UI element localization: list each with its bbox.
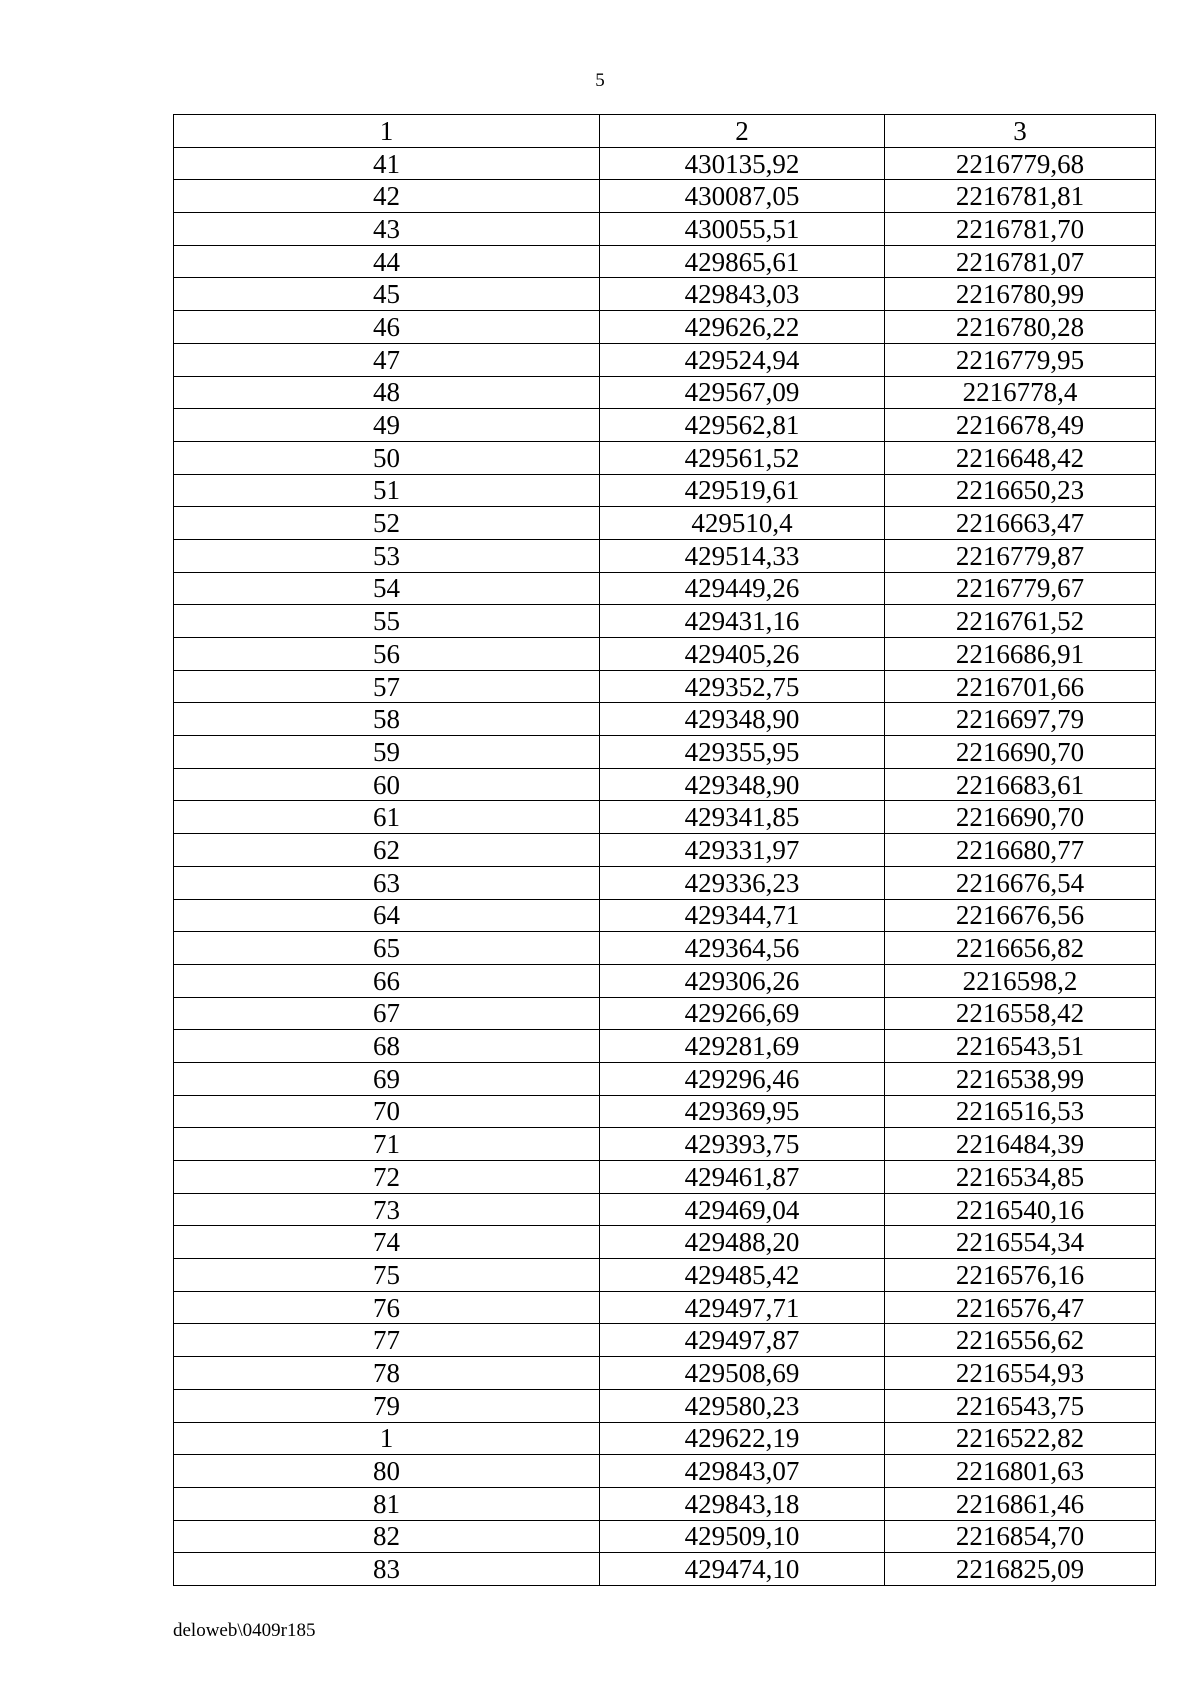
coordinate-x-cell: 429843,18 [600, 1487, 885, 1520]
point-number-cell: 57 [174, 670, 600, 703]
coordinate-x-cell: 429508,69 [600, 1357, 885, 1390]
coordinate-x-cell: 429524,94 [600, 343, 885, 376]
coordinate-x-cell: 429348,90 [600, 703, 885, 736]
point-number-cell: 62 [174, 834, 600, 867]
point-number-cell: 1 [174, 1422, 600, 1455]
point-number-cell: 71 [174, 1128, 600, 1161]
coordinate-x-cell: 429336,23 [600, 866, 885, 899]
coordinate-x-cell: 429561,52 [600, 441, 885, 474]
coordinate-x-cell: 429509,10 [600, 1520, 885, 1553]
coordinate-y-cell: 2216779,87 [885, 539, 1156, 572]
table-row [174, 1291, 1156, 1324]
coordinate-y-cell: 2216650,23 [885, 474, 1156, 507]
table-row [174, 572, 1156, 605]
coordinate-x-cell: 429405,26 [600, 638, 885, 671]
coordinate-x-cell: 429331,97 [600, 834, 885, 867]
table-row [174, 1455, 1156, 1488]
coordinate-y-cell: 2216554,93 [885, 1357, 1156, 1390]
coordinate-y-cell: 2216683,61 [885, 768, 1156, 801]
table-row [174, 932, 1156, 965]
coordinate-x-cell: 429843,03 [600, 278, 885, 311]
coordinate-y-cell: 2216522,82 [885, 1422, 1156, 1455]
table-row [174, 703, 1156, 736]
table-row [174, 866, 1156, 899]
column-header-2: 2 [600, 115, 885, 148]
coordinate-x-cell: 429510,4 [600, 507, 885, 540]
table-header-row [174, 115, 1156, 148]
coordinate-x-cell: 429626,22 [600, 311, 885, 344]
coordinate-y-cell: 2216540,16 [885, 1193, 1156, 1226]
point-number-cell: 51 [174, 474, 600, 507]
table-row [174, 834, 1156, 867]
coordinate-y-cell: 2216598,2 [885, 964, 1156, 997]
table-row [174, 1357, 1156, 1390]
table-row [174, 768, 1156, 801]
coordinate-y-cell: 2216534,85 [885, 1161, 1156, 1194]
point-number-cell: 64 [174, 899, 600, 932]
table-row [174, 670, 1156, 703]
coordinate-y-cell: 2216558,42 [885, 997, 1156, 1030]
table-row [174, 539, 1156, 572]
coordinate-x-cell: 430055,51 [600, 213, 885, 246]
table-row [174, 1422, 1156, 1455]
coordinate-x-cell: 429485,42 [600, 1259, 885, 1292]
table-row [174, 899, 1156, 932]
coordinate-x-cell: 429369,95 [600, 1095, 885, 1128]
coordinate-x-cell: 429296,46 [600, 1062, 885, 1095]
point-number-cell: 41 [174, 147, 600, 180]
coordinate-y-cell: 2216697,79 [885, 703, 1156, 736]
point-number-cell: 79 [174, 1389, 600, 1422]
point-number-cell: 58 [174, 703, 600, 736]
point-number-cell: 53 [174, 539, 600, 572]
point-number-cell: 68 [174, 1030, 600, 1063]
coordinate-x-cell: 429514,33 [600, 539, 885, 572]
coordinate-y-cell: 2216678,49 [885, 409, 1156, 442]
coordinate-y-cell: 2216676,54 [885, 866, 1156, 899]
table-row [174, 376, 1156, 409]
coordinate-y-cell: 2216761,52 [885, 605, 1156, 638]
table-row [174, 1193, 1156, 1226]
page-number: 5 [595, 70, 605, 91]
table-row [174, 1389, 1156, 1422]
point-number-cell: 67 [174, 997, 600, 1030]
point-number-cell: 80 [174, 1455, 600, 1488]
coordinate-y-cell: 2216779,68 [885, 147, 1156, 180]
point-number-cell: 81 [174, 1487, 600, 1520]
coordinate-x-cell: 429393,75 [600, 1128, 885, 1161]
point-number-cell: 45 [174, 278, 600, 311]
coordinate-y-cell: 2216781,81 [885, 180, 1156, 213]
coordinate-x-cell: 429497,87 [600, 1324, 885, 1357]
table-row [174, 736, 1156, 769]
coordinate-x-cell: 429461,87 [600, 1161, 885, 1194]
table-row [174, 1226, 1156, 1259]
point-number-cell: 65 [174, 932, 600, 965]
table-row [174, 1095, 1156, 1128]
coordinate-y-cell: 2216861,46 [885, 1487, 1156, 1520]
coordinates-table [173, 114, 1156, 1586]
table-row [174, 278, 1156, 311]
coordinate-x-cell: 429348,90 [600, 768, 885, 801]
coordinate-y-cell: 2216680,77 [885, 834, 1156, 867]
coordinate-x-cell: 429469,04 [600, 1193, 885, 1226]
coordinate-x-cell: 429306,26 [600, 964, 885, 997]
point-number-cell: 44 [174, 245, 600, 278]
point-number-cell: 43 [174, 213, 600, 246]
point-number-cell: 70 [174, 1095, 600, 1128]
coordinate-y-cell: 2216780,28 [885, 311, 1156, 344]
point-number-cell: 50 [174, 441, 600, 474]
coordinate-y-cell: 2216801,63 [885, 1455, 1156, 1488]
coordinate-x-cell: 429497,71 [600, 1291, 885, 1324]
coordinate-y-cell: 2216779,95 [885, 343, 1156, 376]
table-row [174, 147, 1156, 180]
point-number-cell: 66 [174, 964, 600, 997]
point-number-cell: 72 [174, 1161, 600, 1194]
point-number-cell: 47 [174, 343, 600, 376]
table-row [174, 1520, 1156, 1553]
table-row [174, 997, 1156, 1030]
coordinate-x-cell: 429865,61 [600, 245, 885, 278]
coordinate-y-cell: 2216663,47 [885, 507, 1156, 540]
coordinate-y-cell: 2216538,99 [885, 1062, 1156, 1095]
point-number-cell: 73 [174, 1193, 600, 1226]
point-number-cell: 74 [174, 1226, 600, 1259]
point-number-cell: 82 [174, 1520, 600, 1553]
table-row [174, 311, 1156, 344]
coordinate-y-cell: 2216576,47 [885, 1291, 1156, 1324]
coordinate-x-cell: 429843,07 [600, 1455, 885, 1488]
table-row [174, 213, 1156, 246]
point-number-cell: 56 [174, 638, 600, 671]
coordinate-y-cell: 2216576,16 [885, 1259, 1156, 1292]
table-row [174, 1487, 1156, 1520]
point-number-cell: 78 [174, 1357, 600, 1390]
coordinate-y-cell: 2216778,4 [885, 376, 1156, 409]
table-row [174, 180, 1156, 213]
point-number-cell: 49 [174, 409, 600, 442]
coordinate-y-cell: 2216554,34 [885, 1226, 1156, 1259]
table-row [174, 801, 1156, 834]
coordinate-x-cell: 429341,85 [600, 801, 885, 834]
coordinate-y-cell: 2216690,70 [885, 736, 1156, 769]
point-number-cell: 42 [174, 180, 600, 213]
table-row [174, 474, 1156, 507]
coordinate-x-cell: 429449,26 [600, 572, 885, 605]
coordinate-x-cell: 429355,95 [600, 736, 885, 769]
table-row [174, 1062, 1156, 1095]
point-number-cell: 60 [174, 768, 600, 801]
point-number-cell: 69 [174, 1062, 600, 1095]
table-row [174, 1030, 1156, 1063]
coordinate-x-cell: 429281,69 [600, 1030, 885, 1063]
point-number-cell: 75 [174, 1259, 600, 1292]
point-number-cell: 46 [174, 311, 600, 344]
coordinate-y-cell: 2216690,70 [885, 801, 1156, 834]
table-row [174, 507, 1156, 540]
column-header-3: 3 [885, 115, 1156, 148]
coordinate-y-cell: 2216781,70 [885, 213, 1156, 246]
coordinate-y-cell: 2216854,70 [885, 1520, 1156, 1553]
coordinate-x-cell: 430135,92 [600, 147, 885, 180]
table-row [174, 1128, 1156, 1161]
table-row [174, 1161, 1156, 1194]
table-row [174, 441, 1156, 474]
point-number-cell: 55 [174, 605, 600, 638]
column-header-1: 1 [174, 115, 600, 148]
coordinate-x-cell: 429580,23 [600, 1389, 885, 1422]
table-row [174, 605, 1156, 638]
coordinate-y-cell: 2216686,91 [885, 638, 1156, 671]
coordinate-x-cell: 429431,16 [600, 605, 885, 638]
table-row [174, 245, 1156, 278]
table-row [174, 1259, 1156, 1292]
coordinate-y-cell: 2216779,67 [885, 572, 1156, 605]
coordinate-y-cell: 2216516,53 [885, 1095, 1156, 1128]
coordinate-x-cell: 429488,20 [600, 1226, 885, 1259]
coordinate-y-cell: 2216543,75 [885, 1389, 1156, 1422]
point-number-cell: 83 [174, 1553, 600, 1586]
point-number-cell: 59 [174, 736, 600, 769]
coordinate-x-cell: 429519,61 [600, 474, 885, 507]
point-number-cell: 48 [174, 376, 600, 409]
coordinate-x-cell: 429567,09 [600, 376, 885, 409]
point-number-cell: 77 [174, 1324, 600, 1357]
table-body [174, 147, 1156, 1585]
coordinate-y-cell: 2216543,51 [885, 1030, 1156, 1063]
table-row [174, 1324, 1156, 1357]
coordinate-y-cell: 2216676,56 [885, 899, 1156, 932]
coordinate-x-cell: 429352,75 [600, 670, 885, 703]
coordinate-x-cell: 429344,71 [600, 899, 885, 932]
coordinate-y-cell: 2216484,39 [885, 1128, 1156, 1161]
table-row [174, 964, 1156, 997]
coordinate-y-cell: 2216648,42 [885, 441, 1156, 474]
coordinate-x-cell: 429474,10 [600, 1553, 885, 1586]
coordinate-x-cell: 429562,81 [600, 409, 885, 442]
point-number-cell: 61 [174, 801, 600, 834]
coordinate-y-cell: 2216780,99 [885, 278, 1156, 311]
point-number-cell: 63 [174, 866, 600, 899]
point-number-cell: 76 [174, 1291, 600, 1324]
coordinate-y-cell: 2216825,09 [885, 1553, 1156, 1586]
coordinate-x-cell: 430087,05 [600, 180, 885, 213]
coordinate-y-cell: 2216656,82 [885, 932, 1156, 965]
table-row [174, 1553, 1156, 1586]
table-row [174, 638, 1156, 671]
coordinate-x-cell: 429266,69 [600, 997, 885, 1030]
footer-document-code: deloweb\0409r185 [173, 1620, 316, 1641]
coordinate-y-cell: 2216781,07 [885, 245, 1156, 278]
point-number-cell: 54 [174, 572, 600, 605]
point-number-cell: 52 [174, 507, 600, 540]
table-row [174, 409, 1156, 442]
coordinate-y-cell: 2216556,62 [885, 1324, 1156, 1357]
coordinate-x-cell: 429364,56 [600, 932, 885, 965]
table-row [174, 343, 1156, 376]
coordinate-x-cell: 429622,19 [600, 1422, 885, 1455]
coordinate-y-cell: 2216701,66 [885, 670, 1156, 703]
